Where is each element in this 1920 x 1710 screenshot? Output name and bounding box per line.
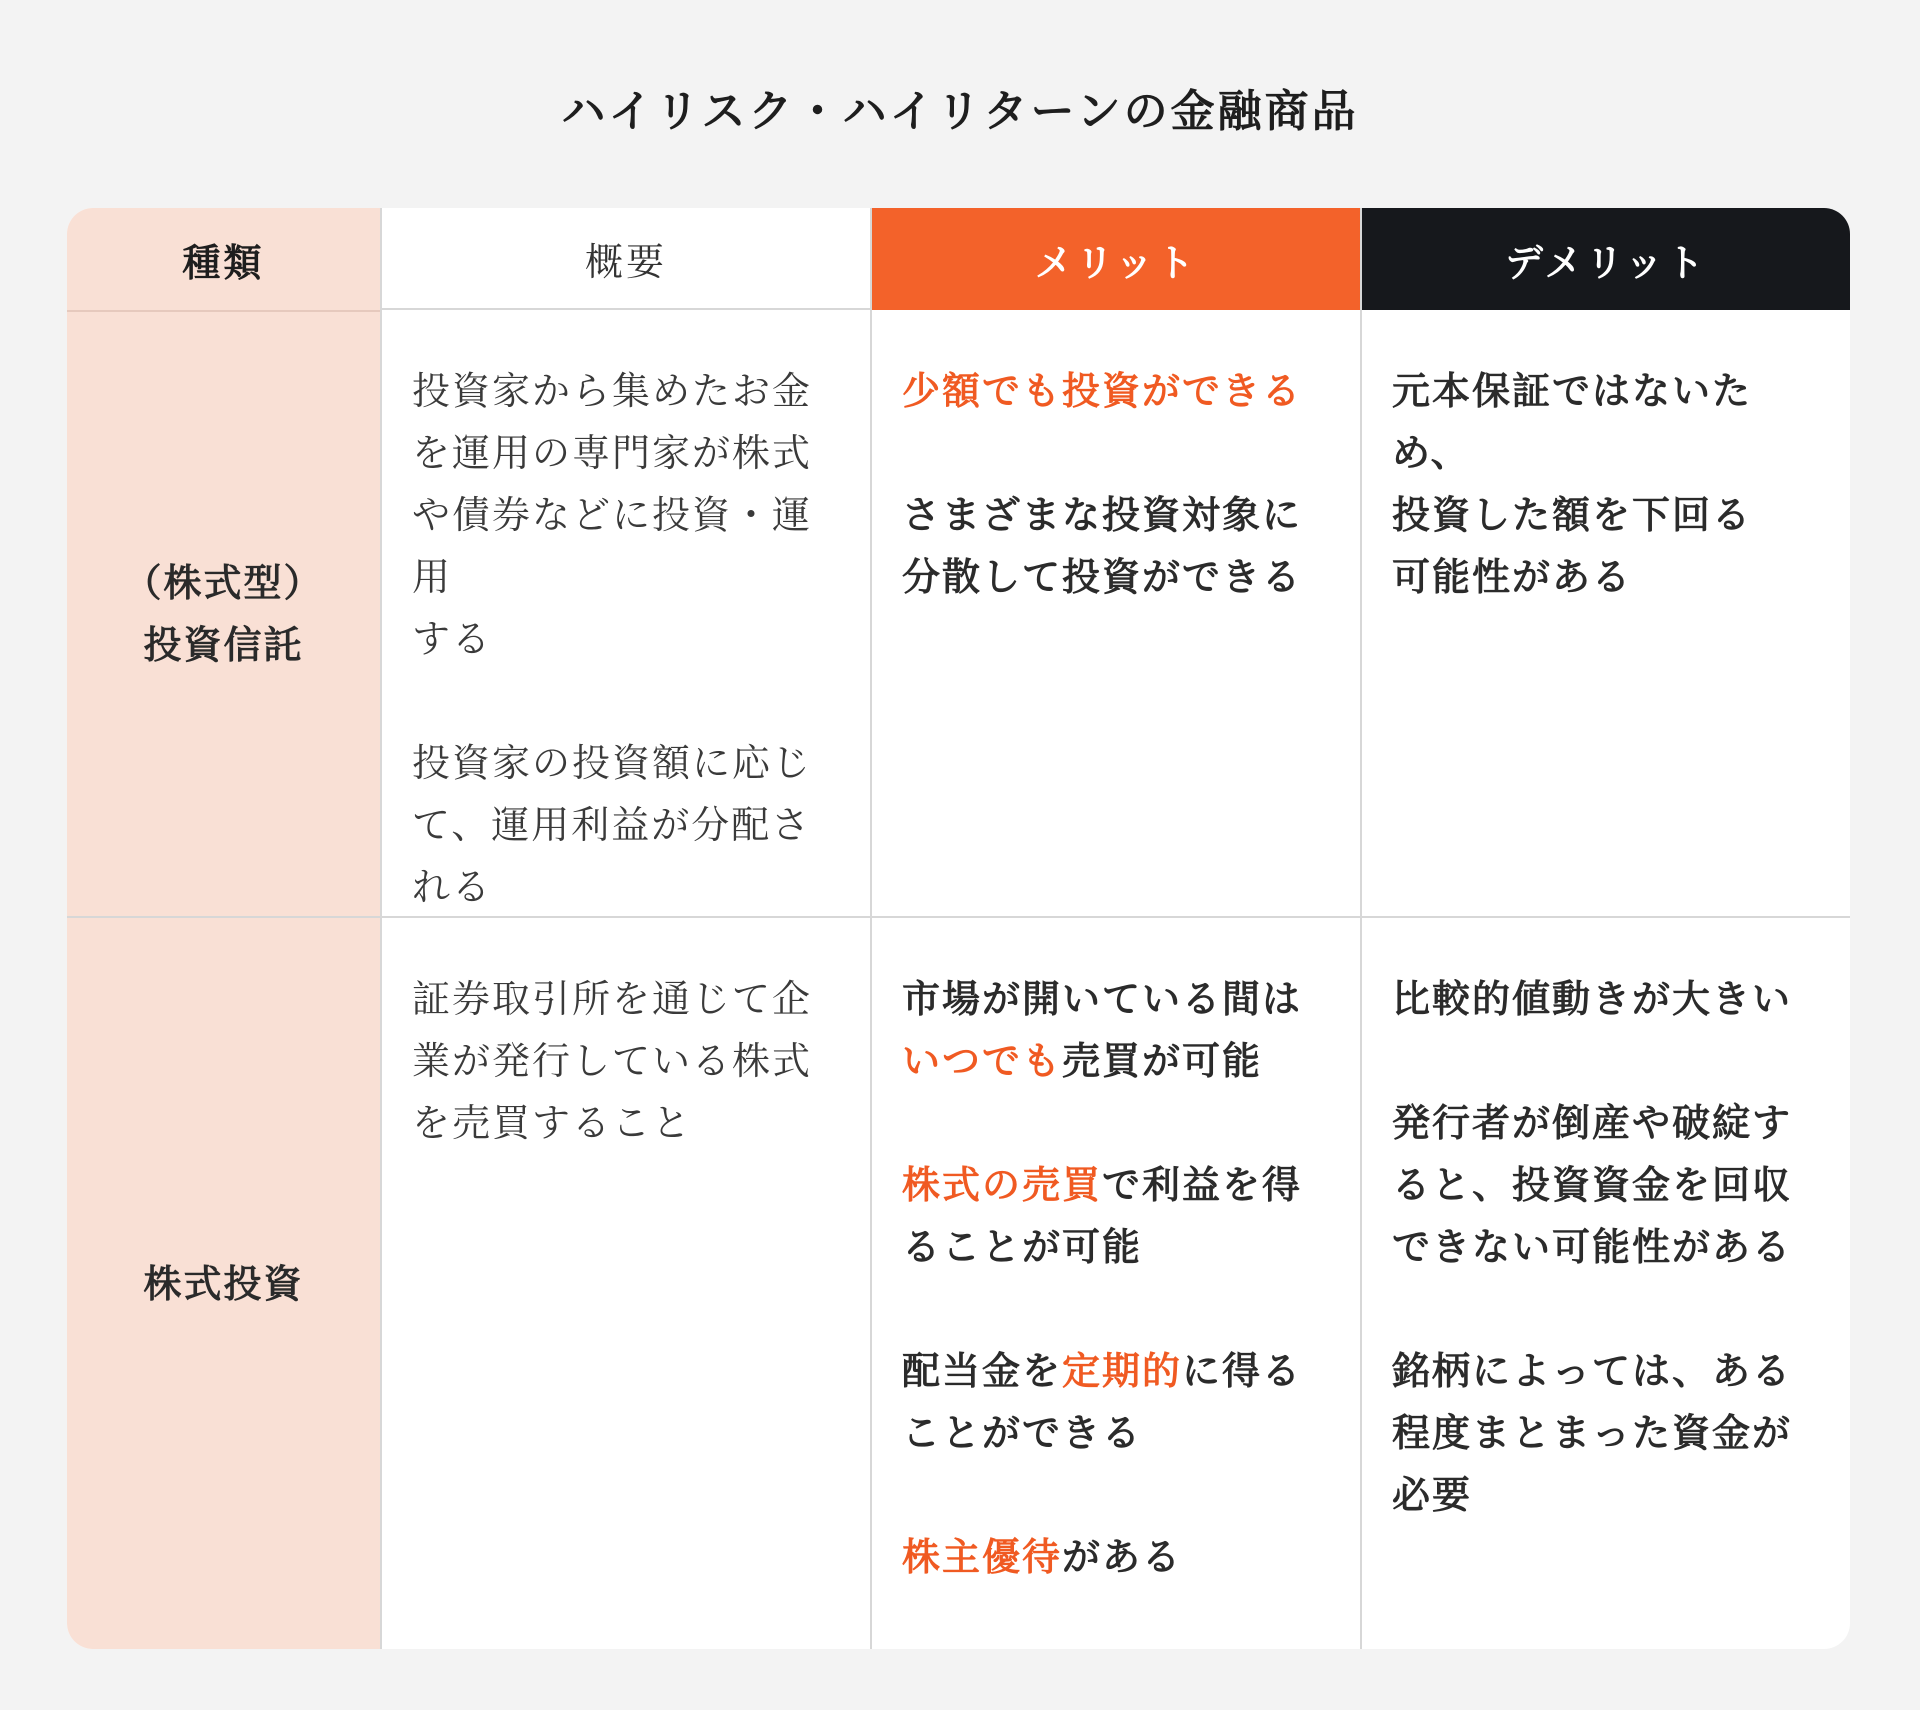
highlight-text: 株式の売買 <box>902 1163 1103 1207</box>
overview-cell <box>380 918 870 1649</box>
merit-text: さまざまな投資対象に 分散して投資ができる <box>902 493 1303 599</box>
highlight-text: 少額でも投資ができる <box>902 369 1303 413</box>
header-demerit: デメリット <box>1360 208 1850 310</box>
demerit-cell <box>1360 310 1850 918</box>
type-label: 株式投資 <box>143 1261 304 1306</box>
merit-cell <box>870 310 1360 918</box>
header-type: 種類 <box>67 208 380 310</box>
header-overview: 概要 <box>380 208 870 310</box>
highlight-text: いつでも <box>902 1039 1063 1083</box>
demerit-cell <box>1360 918 1850 1649</box>
demerit-text: 銘柄によっては、ある 程度まとまった資金が 必要 <box>1392 1349 1793 1517</box>
demerit-text: 発行者が倒産や破綻す ると、投資資金を回収 できない可能性がある <box>1392 1101 1793 1269</box>
merit-text: 配当金を定期的に得る ことができる <box>902 1349 1303 1455</box>
type-cell-investment-trust <box>67 310 380 918</box>
merit-text: 株式の売買で利益を得 ることが可能 <box>902 1163 1303 1269</box>
overview-text: 投資家の投資額に応じ て、運用利益が分配さ れる <box>412 741 813 909</box>
highlight-text: 定期的 <box>1062 1349 1183 1393</box>
demerit-text: 比較的値動きが大きい <box>1392 977 1793 1021</box>
highlight-text: 株主優待 <box>902 1535 1063 1579</box>
comparison-table <box>67 208 1850 1649</box>
overview-text: 証券取引所を通じて企 業が発行している株式 を売買すること <box>412 977 813 1145</box>
overview-cell <box>380 310 870 918</box>
merit-text: 株主優待がある <box>902 1535 1183 1579</box>
merit-text <box>902 360 1336 422</box>
type-cell-stock-investment <box>67 918 380 1649</box>
overview-text: 投資家から集めたお金 を運用の専門家が株式 や債券などに投資・運用 する <box>412 369 813 661</box>
merit-text: 市場が開いている間は いつでも売買が可能 <box>902 977 1303 1083</box>
header-merit: メリット <box>870 208 1360 310</box>
page-title: ハイリスク・ハイリターンの金融商品 <box>561 86 1359 137</box>
type-label: （株式型） 投資信託 <box>123 561 324 667</box>
merit-cell <box>870 918 1360 1649</box>
demerit-text: 元本保証ではないため、 投資した額を下回る 可能性がある <box>1392 369 1753 599</box>
